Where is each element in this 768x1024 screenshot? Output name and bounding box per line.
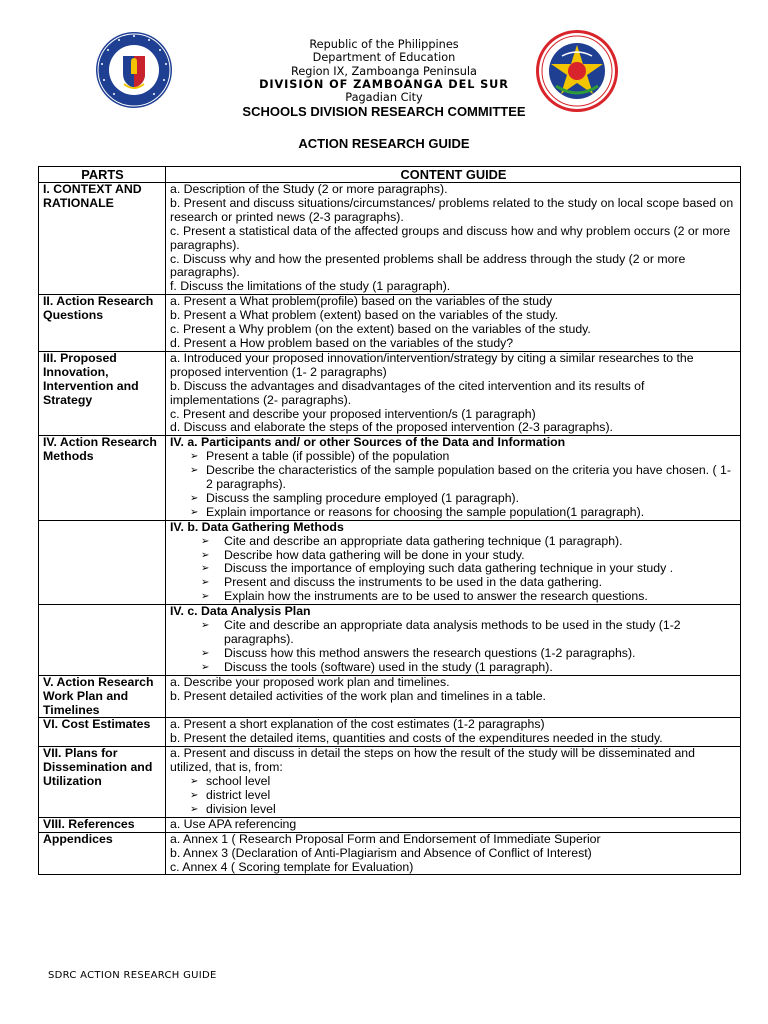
arrow-bullet-icon: ➢ (190, 492, 199, 504)
bullet-text: Describe the characteristics of the sample population based on the criteria you have chosen. ( 1-2 paragraphs). (206, 463, 731, 492)
arrow-bullet-icon: ➢ (190, 789, 199, 801)
guide-line: a. Introduced your proposed innovation/intervention/strategy by citing a similar researches to the proposed intervention (1- 2 paragraphs) (170, 350, 694, 379)
content-cell (166, 747, 741, 818)
arrow-bullet-icon: ➢ (190, 451, 199, 463)
guide-line: a. Describe your proposed work plan and timelines. (170, 674, 450, 689)
guide-line: d. Present a How problem based on the variables of the study? (170, 335, 514, 350)
bullet-item (170, 492, 737, 506)
bullet-item (170, 549, 737, 563)
page-title: ACTION RESEARCH GUIDE (298, 136, 470, 151)
part-label: VII. Plans for Dissemination and Utilization (39, 747, 166, 818)
column-header-parts: PARTS (39, 167, 166, 183)
content-cell (166, 183, 741, 295)
bullet-item (170, 775, 737, 789)
subsection-heading: IV. c. Data Analysis Plan (170, 604, 311, 619)
guide-line: a. Present a What problem(profile) based on the variables of the study (170, 294, 553, 309)
guide-line: a. Use APA referencing (170, 816, 297, 831)
bullet-text: Cite and describe an appropriate data gathering technique (1 paragraph). (224, 533, 623, 548)
guide-line: c. Discuss why and how the presented problems shall be address through the study (2 or more paragraphs). (170, 251, 686, 280)
table-row (39, 832, 741, 875)
bullet-text: Discuss how this method answers the research questions (1-2 paragraphs). (224, 645, 636, 660)
guide-line: a. Present a short explanation of the cost estimates (1-2 paragraphs) (170, 717, 545, 732)
part-label: I. CONTEXT AND RATIONALE (39, 183, 166, 295)
guide-line: b. Discuss the advantages and disadvantages of the cited intervention and its results of implementations (2- paragraphs). (170, 378, 645, 407)
subsection-heading: IV. b. Data Gathering Methods (170, 519, 344, 534)
content-cell (166, 718, 741, 747)
content-cell (166, 436, 741, 520)
bullet-text: Discuss the tools (software) used in the study (1 paragraph). (224, 659, 553, 674)
page-footer: SDRC ACTION RESEARCH GUIDE (48, 970, 217, 981)
arrow-bullet-icon: ➢ (201, 535, 210, 547)
part-label: IV. Action Research Methods (39, 436, 166, 520)
arrow-bullet-icon: ➢ (201, 591, 210, 603)
table-row (39, 605, 741, 676)
content-cell (166, 351, 741, 435)
bullet-text: Present and discuss the instruments to be used in the data gathering. (224, 575, 603, 590)
part-label: Appendices (39, 832, 166, 875)
bullet-text: Discuss the sampling procedure employed (1 paragraph). (206, 490, 520, 505)
bullet-text: Describe how data gathering will be done in your study. (224, 547, 525, 562)
city-line: Pagadian City (345, 91, 423, 105)
guide-line: d. Discuss and elaborate the steps of the proposed intervention (2-3 paragraphs). (170, 420, 613, 435)
bullet-item (170, 661, 737, 675)
table-row (39, 817, 741, 832)
guide-line: c. Present a statistical data of the affected groups and discuss how and why problem occurs (2 or more paragraphs). (170, 223, 731, 252)
table-row (39, 295, 741, 352)
arrow-bullet-icon: ➢ (201, 577, 210, 589)
arrow-bullet-icon: ➢ (190, 465, 199, 477)
guide-line: b. Annex 3 (Declaration of Anti-Plagiarism and Absence of Conflict of Interest) (170, 845, 592, 860)
content-cell (166, 832, 741, 875)
content-guide-table (38, 166, 741, 875)
table-row (39, 520, 741, 604)
guide-line: f. Discuss the limitations of the study (1 paragraph). (170, 279, 451, 294)
letterhead (0, 38, 768, 104)
bullet-item (170, 789, 737, 803)
bullet-item (170, 450, 737, 464)
bullet-text: district level (206, 787, 271, 802)
table-header-row (39, 167, 741, 183)
arrow-bullet-icon: ➢ (190, 803, 199, 815)
guide-line: b. Present detailed activities of the work plan and timelines in a table. (170, 688, 546, 703)
part-label: II. Action Research Questions (39, 295, 166, 352)
part-label: V. Action Research Work Plan and Timelines (39, 675, 166, 718)
bullet-item (170, 464, 737, 492)
committee-title: SCHOOLS DIVISION RESEARCH COMMITTEE (242, 104, 526, 119)
guide-line: c. Annex 4 ( Scoring template for Evaluation) (170, 859, 414, 874)
subsection-heading: IV. a. Participants and/ or other Sources of the Data and Information (170, 435, 566, 450)
guide-line: a. Annex 1 ( Research Proposal Form and Endorsement of Immediate Superior (170, 831, 601, 846)
part-label-empty (39, 605, 166, 676)
bullet-text: Present a table (if possible) of the population (206, 449, 450, 464)
content-cell (166, 605, 741, 676)
division-line: DIVISION OF ZAMBOANGA DEL SUR (259, 77, 509, 91)
bullet-text: Discuss the importance of employing such data gathering technique in your study . (224, 561, 674, 576)
arrow-bullet-icon: ➢ (190, 506, 199, 518)
guide-line: b. Present a What problem (extent) based on the variables of the study. (170, 308, 559, 323)
table-row (39, 718, 741, 747)
part-label: VIII. References (39, 817, 166, 832)
table-row (39, 436, 741, 520)
guide-line: b. Present the detailed items, quantities and costs of the expenditures needed in the study. (170, 731, 663, 746)
bullet-item (170, 803, 737, 817)
bullet-text: Explain importance or reasons for choosing the sample population(1 paragraph). (206, 504, 645, 519)
guide-line: c. Present a Why problem (on the extent) based on the variables of the study. (170, 322, 591, 337)
content-cell (166, 295, 741, 352)
arrow-bullet-icon: ➢ (190, 776, 199, 788)
bullet-item (170, 506, 737, 520)
column-header-content-guide: CONTENT GUIDE (166, 167, 741, 183)
bullet-text: Cite and describe an appropriate data analysis methods to be used in the study (1-2 paragraphs). (224, 618, 681, 646)
bullet-text: Explain how the instruments are to be used to answer the research questions. (224, 589, 648, 604)
region-line: Region IX, Zamboanga Peninsula (291, 64, 477, 78)
bullet-item (170, 590, 737, 604)
table-row (39, 183, 741, 295)
content-cell (166, 817, 741, 832)
arrow-bullet-icon: ➢ (201, 620, 210, 632)
table-row (39, 747, 741, 818)
arrow-bullet-icon: ➢ (201, 549, 210, 561)
bullet-text: school level (206, 774, 271, 789)
guide-line: a. Present and discuss in detail the steps on how the result of the study will be disseminated and utilized, that is, from: (170, 746, 695, 775)
content-cell (166, 675, 741, 718)
bullet-item (170, 562, 737, 576)
content-cell (166, 520, 741, 604)
bullet-item (170, 535, 737, 549)
arrow-bullet-icon: ➢ (201, 563, 210, 575)
bullet-item (170, 619, 737, 647)
bullet-text: division level (206, 801, 276, 816)
republic-line: Republic of the Philippines (309, 38, 459, 51)
part-label-empty (39, 520, 166, 604)
arrow-bullet-icon: ➢ (201, 647, 210, 659)
bullet-item (170, 647, 737, 661)
guide-line: c. Present and describe your proposed intervention/s (1 paragraph) (170, 406, 536, 421)
part-label: VI. Cost Estimates (39, 718, 166, 747)
table-row (39, 675, 741, 718)
guide-line: a. Description of the Study (2 or more paragraphs). (170, 182, 448, 196)
guide-line: b. Present and discuss situations/circumstances/ problems related to the study on local scope based on research or printed news (2-3 paragraphs). (170, 195, 734, 224)
department-line: Department of Education (312, 51, 456, 65)
part-label: III. Proposed Innovation, Intervention and Strategy (39, 351, 166, 435)
bullet-item (170, 576, 737, 590)
arrow-bullet-icon: ➢ (201, 661, 210, 673)
table-row (39, 351, 741, 435)
